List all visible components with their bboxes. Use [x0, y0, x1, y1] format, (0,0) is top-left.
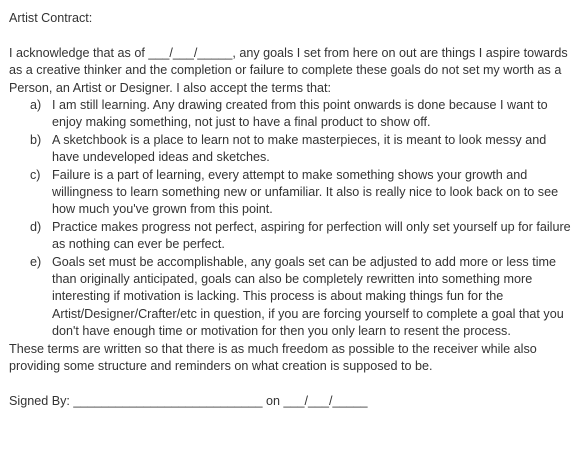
term-item [9, 219, 575, 254]
term-marker: a) [30, 98, 42, 112]
term-text: Failure is a part of learning, every attempt to make something shows your growth and willingness to learn something new or unfamiliar. It also is really nice to look back on to see how much you've grown from this point. [52, 167, 559, 217]
term-item [9, 97, 575, 132]
term-item [9, 167, 575, 219]
spacer [9, 376, 575, 393]
term-text: Practice makes progress not perfect, aspiring for perfection will only set yourself up for failure as nothing can ever be perfect. [52, 219, 571, 252]
document-title: Artist Contract: [9, 11, 93, 25]
term-text: Goals set must be accomplishable, any goals set can be adjusted to add more or less time than originally anticipated, goals can also be completely rewritten into something more interesting if motivation is lacking. This process is about making things fun for the Artist/Designer/Crafter/etc in question, if you are forcing yourself to complete a goal that you don't have enough time or motivation for then you only learn to resent the process. [52, 254, 564, 339]
term-marker: c) [30, 167, 41, 182]
signature-line: Signed By: ___________________________ on ___/___/_____ [9, 393, 368, 408]
intro-paragraph: I acknowledge that as of ___/___/_____, any goals I set from here on out are things I aspire towards as a creative thinker and the completion or failure to complete these goals do not set my worth as a Person, an Artist or Designer. I also accept the terms that: [9, 45, 568, 95]
term-marker: b) [30, 132, 42, 147]
term-marker: d) [30, 219, 42, 234]
closing-paragraph: These terms are written so that there is as much freedom as possible to the receiver while also providing some structure and reminders on what creation is supposed to be. [9, 341, 537, 374]
term-marker: e) [30, 254, 42, 269]
term-item [9, 254, 575, 341]
term-text: A sketchbook is a place to learn not to make masterpieces, it is meant to look messy and have undeveloped ideas and sketches. [52, 132, 547, 165]
spacer [9, 27, 575, 44]
contract-document [9, 10, 575, 410]
term-text: I am still learning. Any drawing created from this point onwards is done because I want to enjoy making something, not just to have a final product to show off. [52, 98, 548, 130]
terms-list [9, 97, 575, 341]
term-item [9, 132, 575, 167]
